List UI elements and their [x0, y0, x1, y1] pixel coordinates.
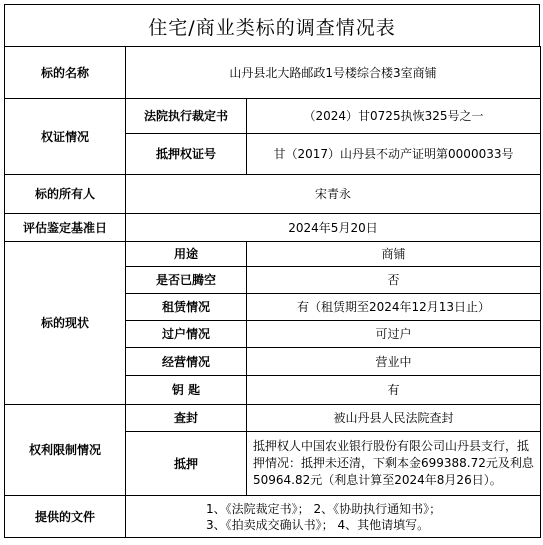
- seizure-label: 查封: [126, 405, 247, 432]
- court-doc-label: 法院执行裁定书: [126, 99, 247, 134]
- keys-value: 有: [247, 376, 541, 405]
- seizure-value: 被山丹县人民法院查封: [247, 405, 541, 432]
- row-seizure: [5, 405, 541, 432]
- lease-value: 有（租赁期至2024年12月13日止）: [247, 294, 541, 321]
- row-court-doc: [5, 99, 541, 134]
- files-label: 提供的文件: [5, 496, 126, 538]
- operation-label: 经营情况: [126, 348, 247, 376]
- row-owner: [5, 175, 541, 214]
- files-line-2: 3、《拍卖成交确认书》； 4、其他请填写。: [206, 517, 430, 532]
- transfer-value: 可过户: [247, 321, 541, 348]
- sheet-title: 住宅/商业类标的调查情况表: [4, 4, 540, 47]
- owner-value: 宋青永: [126, 175, 541, 214]
- base-date-label: 评估鉴定基准日: [5, 214, 126, 242]
- files-value: [126, 496, 541, 538]
- status-label: 标的现状: [5, 242, 126, 405]
- transfer-label: 过户情况: [126, 321, 247, 348]
- pledge-label: 抵押: [126, 432, 247, 496]
- name-label: 标的名称: [5, 47, 126, 99]
- usage-label: 用途: [126, 242, 247, 267]
- row-name: [5, 47, 541, 99]
- pledge-value: 抵押权人中国农业银行股份有限公司山丹县支行，抵押情况：抵押未还清，下剩本金699388.72元及利息50964.82元（利息计算至2024年8月26日）。: [247, 432, 541, 496]
- files-line-1: 1、《法院裁定书》； 2、《协助执行通知书》；: [206, 501, 442, 516]
- court-doc-value: （2024）甘0725执恢325号之一: [247, 99, 541, 134]
- survey-table: [4, 46, 541, 538]
- row-usage: [5, 242, 541, 267]
- owner-label: 标的所有人: [5, 175, 126, 214]
- mortgage-cert-value: 甘（2017）山丹县不动产证明第0000033号: [247, 134, 541, 175]
- lease-label: 租赁情况: [126, 294, 247, 321]
- operation-value: 营业中: [247, 348, 541, 376]
- restriction-label: 权利限制情况: [5, 405, 126, 496]
- vacated-value: 否: [247, 267, 541, 294]
- vacated-label: 是否已腾空: [126, 267, 247, 294]
- usage-value: 商铺: [247, 242, 541, 267]
- mortgage-cert-label: 抵押权证号: [126, 134, 247, 175]
- row-base-date: [5, 214, 541, 242]
- name-value: 山丹县北大路邮政1号楼综合楼3室商铺: [126, 47, 541, 99]
- keys-label: 钥 匙: [126, 376, 247, 405]
- rights-label: 权证情况: [5, 99, 126, 175]
- base-date-value: 2024年5月20日: [126, 214, 541, 242]
- row-files: [5, 496, 541, 538]
